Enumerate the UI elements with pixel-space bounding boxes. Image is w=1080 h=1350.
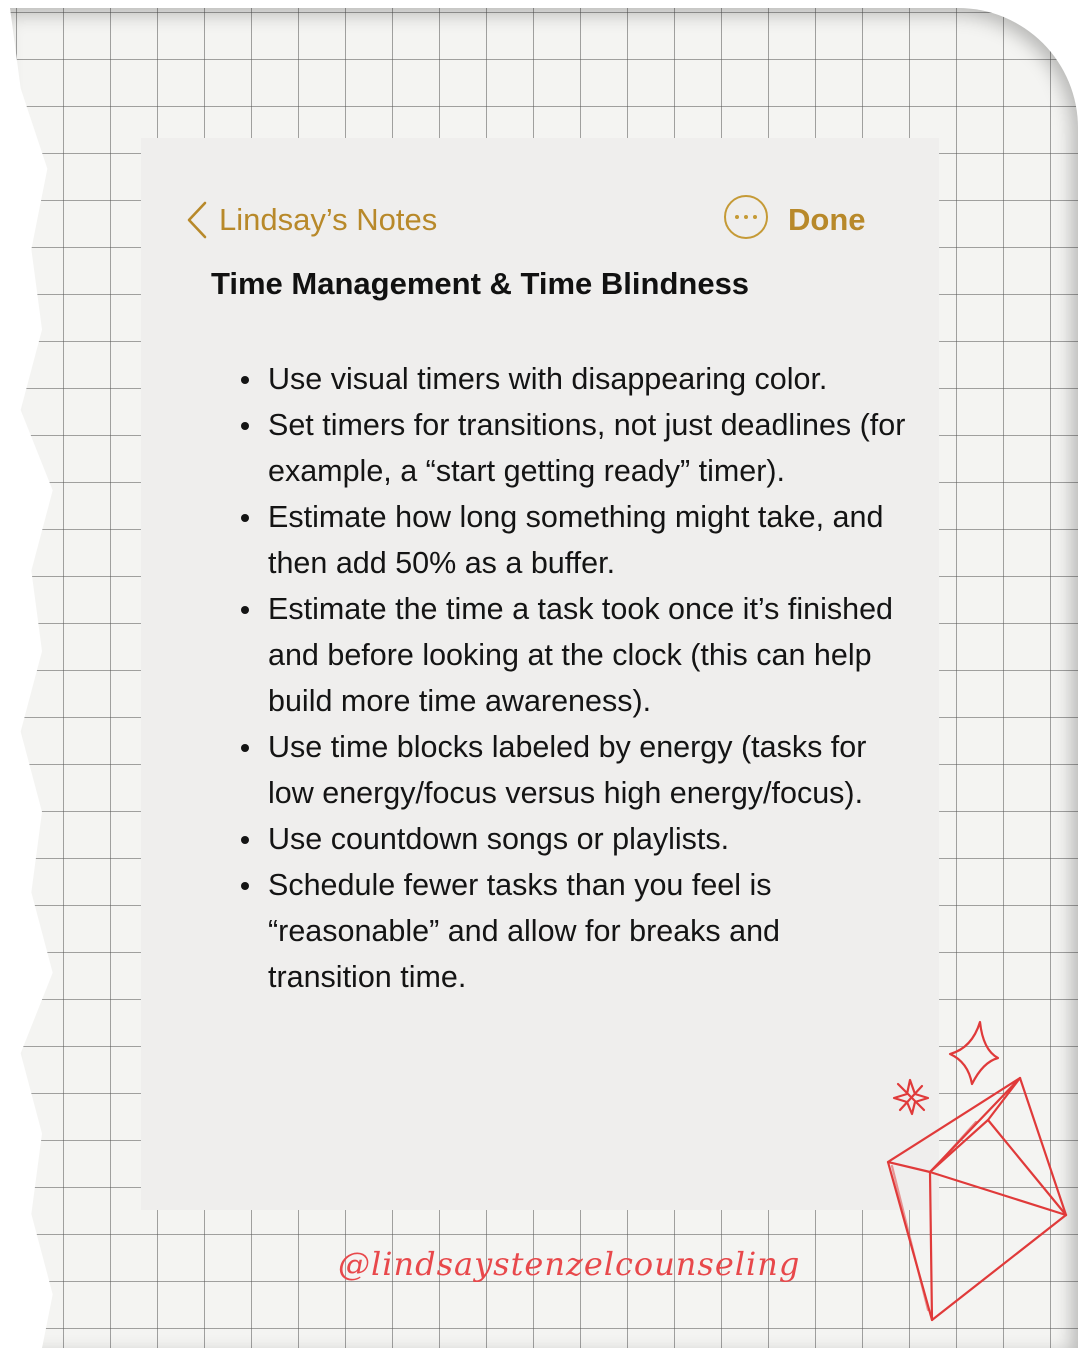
notes-card bbox=[141, 138, 939, 1210]
notes-header bbox=[141, 138, 939, 278]
more-options-icon[interactable] bbox=[724, 195, 768, 239]
list-item: Estimate how long something might take, and then add 50% as a buffer. bbox=[268, 494, 908, 586]
list-item: Estimate the time a task took once it’s finished and before looking at the clock (this can help build more time awareness). bbox=[268, 586, 908, 724]
list-item: Use visual timers with disappearing color. bbox=[268, 356, 908, 402]
diamond-doodle bbox=[880, 1010, 1080, 1340]
chevron-left-icon bbox=[185, 200, 209, 240]
back-button-label: Lindsay’s Notes bbox=[219, 202, 438, 237]
social-handle: @lindsaystenzelcounseling bbox=[338, 1245, 801, 1283]
note-title: Time Management & Time Blindness bbox=[211, 266, 750, 301]
list-item: Set timers for transitions, not just deadlines (for example, a “start getting ready” timer). bbox=[268, 402, 908, 494]
list-item: Use time blocks labeled by energy (tasks for low energy/focus versus high energy/focus). bbox=[268, 724, 908, 816]
done-button[interactable]: Done bbox=[788, 202, 866, 237]
list-item: Schedule fewer tasks than you feel is “reasonable” and allow for breaks and transition time. bbox=[268, 862, 908, 1000]
sparkle-doodle bbox=[950, 1022, 998, 1084]
back-button[interactable] bbox=[185, 200, 437, 240]
list-item: Use countdown songs or playlists. bbox=[268, 816, 908, 862]
note-bullet-list bbox=[241, 356, 908, 1000]
